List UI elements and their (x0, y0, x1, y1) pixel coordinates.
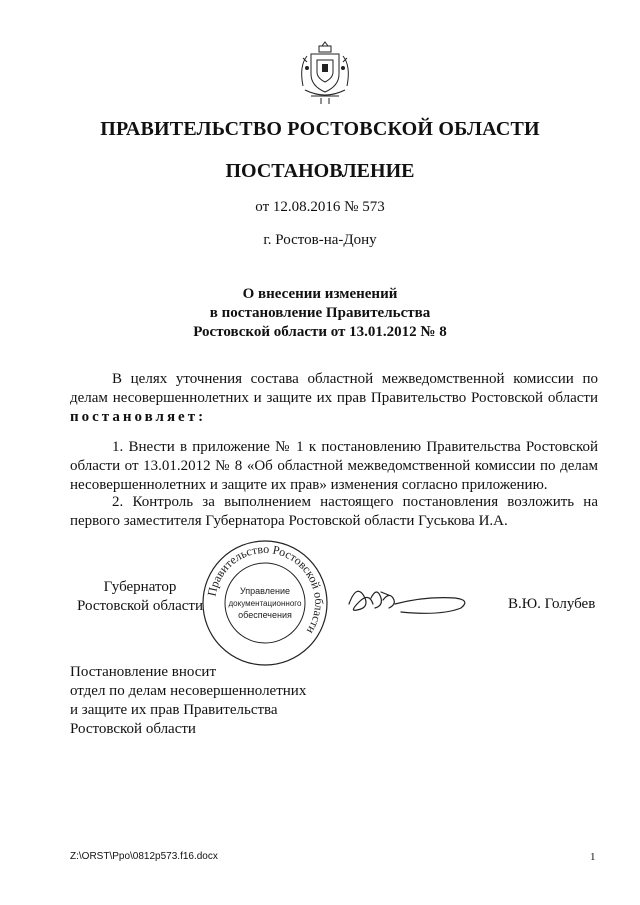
item-1-text: 1. Внести в приложение № 1 к постановлению Правительства Ростовской области от 13.01.2012 № 8 «Об областной межведомственной комиссии по делам несовершеннолетних и защите их прав» изменения согласно приложению. (70, 439, 598, 493)
handwritten-signature-icon (345, 578, 475, 618)
official-seal-icon (200, 538, 330, 668)
submitted-line: Постановление вносит (70, 664, 217, 680)
seal-ring-text: Правительство Ростовской области (204, 541, 327, 637)
document-date-number: от 12.08.2016 № 573 (255, 199, 385, 215)
document-subject (0, 285, 640, 342)
subject-line: О внесении изменений (242, 286, 398, 302)
government-title: ПРАВИТЕЛЬСТВО РОСТОВСКОЙ ОБЛАСТИ (100, 118, 540, 140)
seal-center-text: Управление (239, 586, 291, 596)
item-2-text: 2. Контроль за выполнением настоящего постановления возложить на первого заместителя Губернатора Ростовской области Гуськова И.А. (70, 494, 598, 529)
footer-file-path: Z:\ORST\Ppo\0812p573.f16.docx (70, 851, 218, 862)
submitted-line: отдел по делам несовершеннолетних (70, 683, 307, 699)
coat-of-arms-icon (297, 38, 353, 106)
submitted-by-block (70, 663, 306, 739)
document-city: г. Ростов-на-Дону (263, 232, 377, 248)
footer-page-number: 1 (590, 851, 596, 863)
seal-center-text: документационного (228, 599, 302, 608)
preamble-text: В целях уточнения состава областной межведомственной комиссии по делам несовершеннолетних и защите их прав Правительство Ростовской области (70, 371, 598, 406)
document-type: ПОСТАНОВЛЕНИЕ (225, 160, 415, 182)
preamble-paragraph (70, 370, 598, 427)
position-line: Ростовской области (77, 598, 203, 614)
position-line: Губернатор (103, 579, 177, 595)
signatory-position (70, 578, 210, 616)
subject-line: в постановление Правительства (209, 305, 431, 321)
seal-center-text: обеспечения (238, 610, 292, 620)
item-paragraph-2 (70, 493, 598, 531)
submitted-line: Ростовской области (70, 721, 196, 737)
item-paragraph-1 (70, 438, 598, 495)
submitted-line: и защите их прав Правительства (70, 702, 278, 718)
subject-line: Ростовской области от 13.01.2012 № 8 (193, 324, 447, 340)
decree-word: постановляет: (70, 409, 207, 425)
signatory-name: В.Ю. Голубев (508, 596, 596, 612)
